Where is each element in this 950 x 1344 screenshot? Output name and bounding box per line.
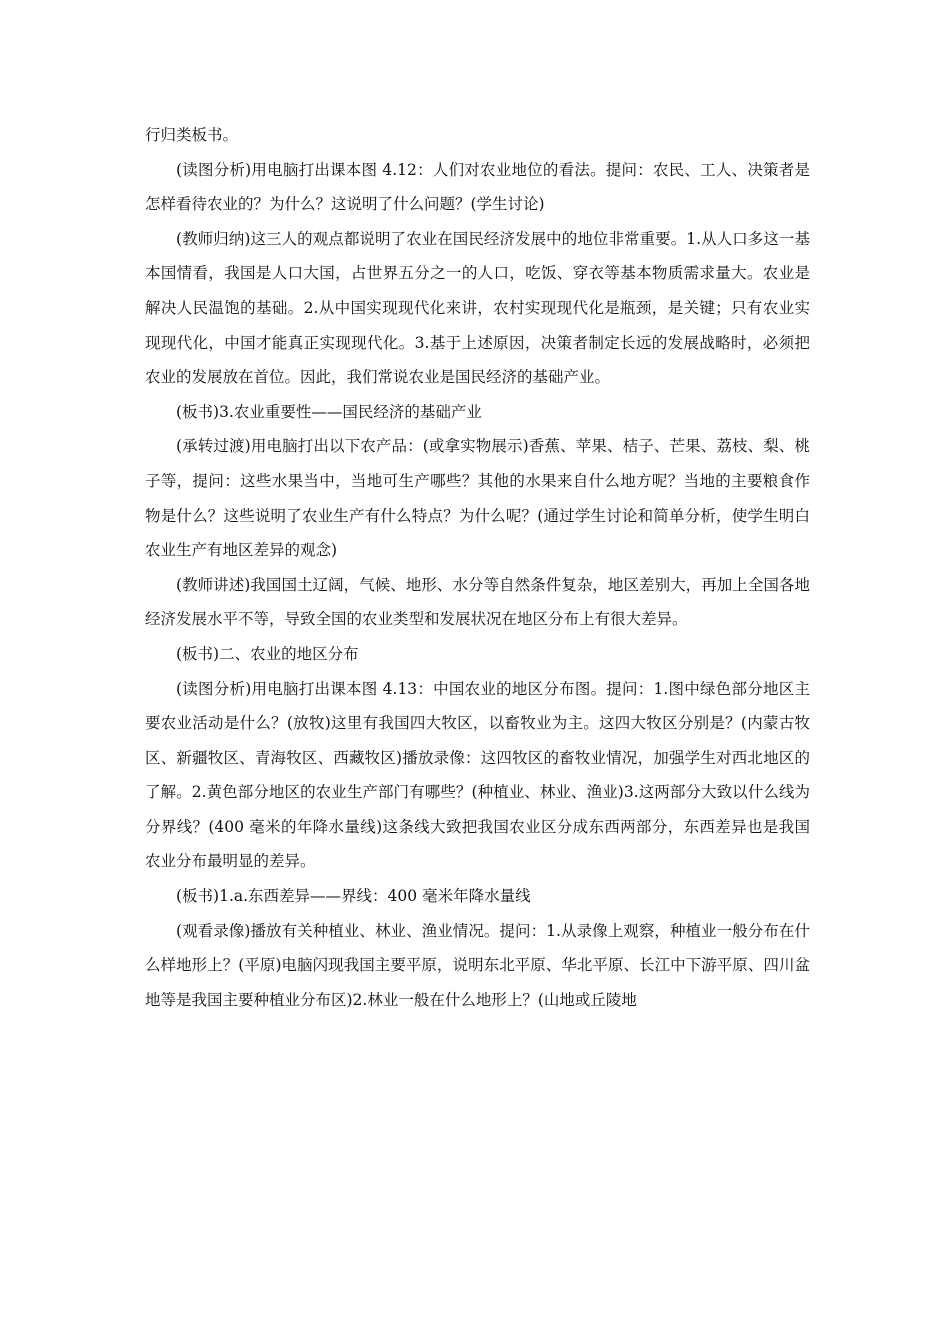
paragraph-4: (板书)3.农业重要性——国民经济的基础产业	[176, 402, 482, 421]
paragraph-8: (读图分析)用电脑打出课本图 4.13：中国农业的地区分布图。提问：1.图中绿色部分地区主要农业活动是什么？(放牧)这里有我国四大牧区，以畜牧业为主。这四大牧区分别是？(内蒙古牧区、新疆牧区、青海牧区、西藏牧区)播放录像：这四牧区的畜牧业情况，加强学生对西北地区的了解。2.黄色部分地区的农业生产部门有哪些？(种植业、林业、渔业)3.这两部分大致以什么线为分界线？(400 毫米的年降水量线)这条线大致把我国农业区分成东西两部分，东西差异也是我国农业分布最明显的差异。	[145, 679, 810, 871]
paragraph-5: (承转过渡)用电脑打出以下农产品：(或拿实物展示)香蕉、苹果、桔子、芒果、荔枝、梨、桃子等，提问：这些水果当中，当地可生产哪些？其他的水果来自什么地方呢？当地的主要粮食作物是什么？这些说明了农业生产有什么特点？为什么呢？(通过学生讨论和简单分析，使学生明白农业生产有地区差异的观念)	[145, 437, 810, 560]
paragraph-10: (观看录像)播放有关种植业、林业、渔业情况。提问：1.从录像上观察，种植业一般分布在什么样地形上？(平原)电脑闪现我国主要平原，说明东北平原、华北平原、长江中下游平原、四川盆地等是我国主要种植业分布区)2.林业一般在什么地形上？(山地或丘陵地	[145, 921, 810, 1009]
paragraph-3: (教师归纳)这三人的观点都说明了农业在国民经济发展中的地位非常重要。1.从人口多这一基本国情看，我国是人口大国，占世界五分之一的人口，吃饭、穿衣等基本物质需求量大。农业是解决人民温饱的基础。2.从中国实现现代化来讲，农村实现现代化是瓶颈，是关键；只有农业实现现代化，中国才能真正实现现代化。3.基于上述原因，决策者制定长远的发展战略时，必须把农业的发展放在首位。因此，我们常说农业是国民经济的基础产业。	[145, 229, 810, 387]
paragraph-9: (板书)1.a.东西差异——界线：400 毫米年降水量线	[176, 887, 531, 906]
paragraph-6: (教师讲述)我国国土辽阔，气候、地形、水分等自然条件复杂，地区差别大，再加上全国各地经济发展水平不等，导致全国的农业类型和发展状况在地区分布上有很大差异。	[145, 575, 810, 629]
paragraph-2: (读图分析)用电脑打出课本图 4.12：人们对农业地位的看法。提问：农民、工人、决策者是怎样看待农业的？为什么？这说明了什么问题？(学生讨论)	[145, 160, 810, 214]
paragraph-1: 行归类板书。	[145, 126, 239, 144]
document-body	[145, 118, 810, 1017]
paragraph-7: (板书)二、农业的地区分布	[176, 644, 359, 663]
